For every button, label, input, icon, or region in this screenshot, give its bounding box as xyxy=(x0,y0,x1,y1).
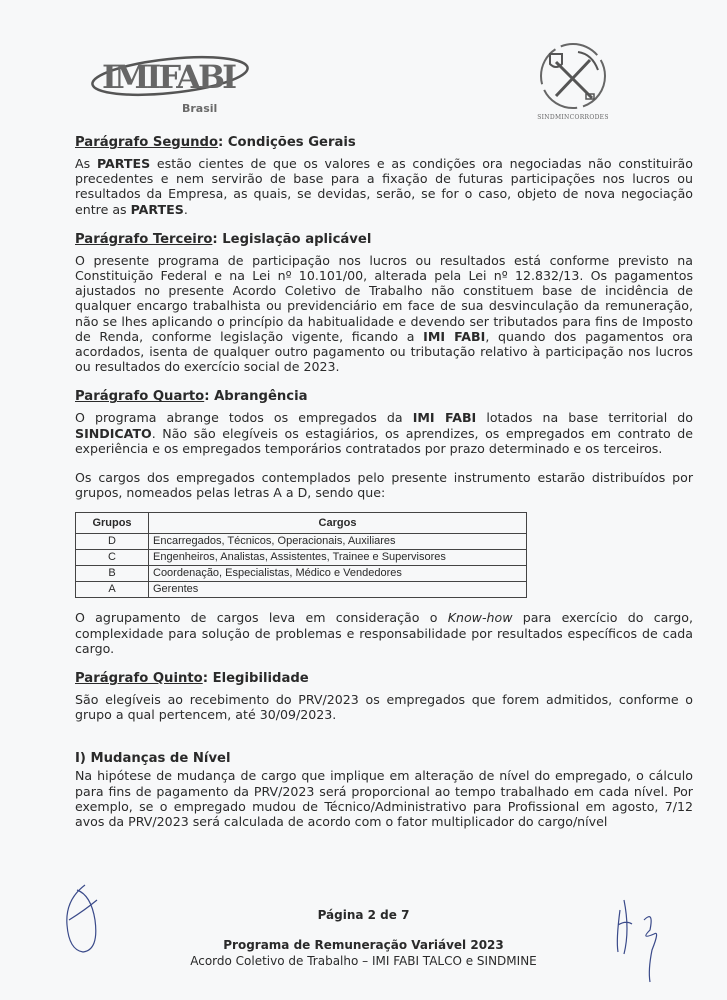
section-paragrafo-quinto xyxy=(75,670,693,722)
table-cell-group: A xyxy=(76,582,149,598)
section-text-groups-intro: Os cargos dos empregados contemplados pelo presente instrumento estarão distribuídos por grupos, nomeados pelas letras A a D, sendo que: xyxy=(75,470,693,501)
section-mudancas-de-nivel xyxy=(75,750,693,829)
heading-title: : Legislação aplicável xyxy=(212,231,372,247)
heading-label: Parágrafo Segundo xyxy=(75,135,219,150)
heading-title: : Abrangência xyxy=(204,389,308,405)
imifabi-logo-mark xyxy=(90,52,270,102)
table-row xyxy=(76,550,527,566)
table-header-cargos: Cargos xyxy=(149,513,527,534)
logo-wordmark: IMIFABI xyxy=(102,58,235,96)
section-text-grouping: O agrupamento de cargos leva em consideração o Know-how para exercício do cargo, complexidade para solução de problemas e responsabilidade por resultados específicos de cada cargo. xyxy=(75,610,693,656)
footer-title: Programa de Remuneração Variável 2023 xyxy=(223,938,504,952)
heading-label: Parágrafo Quinto xyxy=(75,671,203,687)
section-text: São elegíveis ao recebimento do PRV/2023 os empregados que forem admitidos, conforme o grupo a qual pertencem, até 30/09/2023. xyxy=(75,692,693,723)
section-paragrafo-terceiro xyxy=(75,231,693,375)
table-header-row xyxy=(76,513,527,534)
section-heading xyxy=(75,134,693,152)
section-text: O programa abrange todos os empregados da IMI FABI lotados na base territorial do SINDICATO. Não são elegíveis os estagiários, os aprendizes, os empregados em contrato de experiência e os empregados temporários contratados por prazo determinado e os terceiros. xyxy=(75,410,693,456)
footer-subtitle: Acordo Coletivo de Trabalho – IMI FABI TALCO e SINDMINE xyxy=(190,954,537,968)
table-cell-cargos: Gerentes xyxy=(149,582,527,598)
document-body xyxy=(75,134,693,829)
table-cell-group: D xyxy=(76,534,149,550)
section-heading xyxy=(75,670,693,688)
table-row xyxy=(76,534,527,550)
heading-label: Parágrafo Terceiro xyxy=(75,231,213,247)
table-cell-cargos: Encarregados, Técnicos, Operacionais, Auxiliares xyxy=(149,534,527,550)
groups-table xyxy=(75,512,527,598)
section-text: O presente programa de participação nos lucros ou resultados está conforme previsto na Constituição Federal e na Lei nº 10.101/00, alterada pela Lei nº 12.832/13. Os pagamentos ajustados no presente Acordo Coletivo de Trabalho não constituem base de incidência de qualquer encargo trabalhista ou previdenciário em face de sua desvinculação da remuneração, não se lhes aplicando o princípio da habitualidade e devendo ser tributados para fins de Imposto de Renda, conforme legislação vigente, ficando a IMI FABI, quando dos pagamentos ora acordados, isenta de qualquer outro pagamento ou tributação relativo à participação nos lucros ou resultados do exercício social de 2023. xyxy=(75,252,693,375)
section-text: As PARTES estão cientes de que os valores e as condições ora negociadas não constituirão precedentes e nem servirão de base para a fixação de futuras participações nos lucros ou resultados da Empresa, as quais, se devidas, serão, se for o caso, objeto de nova negociação entre as PARTES. xyxy=(75,156,693,217)
pickaxe-shovel-icon xyxy=(528,36,618,114)
imifabi-logo xyxy=(90,52,270,122)
table-cell-group: B xyxy=(76,566,149,582)
heading-title: : Condições Gerais xyxy=(218,135,356,150)
table-cell-cargos: Coordenação, Especialistas, Médico e Vendedores xyxy=(149,566,527,582)
heading-title: : Elegibilidade xyxy=(202,671,309,687)
table-row xyxy=(76,566,527,582)
section-heading xyxy=(75,231,693,249)
heading-label: Parágrafo Quarto xyxy=(75,389,205,405)
section-text: Na hipótese de mudança de cargo que implique em alteração de nível do empregado, o cálculo para fins de pagamento da PRV/2023 será proporcional ao tempo trabalhado em cada nível. Por exemplo, se o empregado mudou de Técnico/Administrativo para Profissional em agosto, 7/12 avos da PRV/2023 será calculada de acordo com o fator multiplicador do cargo/nível xyxy=(75,768,693,830)
section-paragrafo-quarto xyxy=(75,388,693,656)
section-heading: I) Mudanças de Nível xyxy=(75,751,231,767)
sindicato-logo-text: SINDMINCORRODES xyxy=(537,114,609,121)
table-header-grupos: Grupos xyxy=(76,513,149,534)
table-cell-group: C xyxy=(76,550,149,566)
section-heading xyxy=(75,388,693,406)
logo-subtitle: Brasil xyxy=(182,102,218,115)
table-row xyxy=(76,582,527,598)
section-paragrafo-segundo xyxy=(75,134,693,217)
page-number: Página 2 de 7 xyxy=(317,908,410,922)
sindicato-logo xyxy=(528,36,618,126)
table-cell-cargos: Engenheiros, Analistas, Assistentes, Trainee e Supervisores xyxy=(149,550,527,566)
